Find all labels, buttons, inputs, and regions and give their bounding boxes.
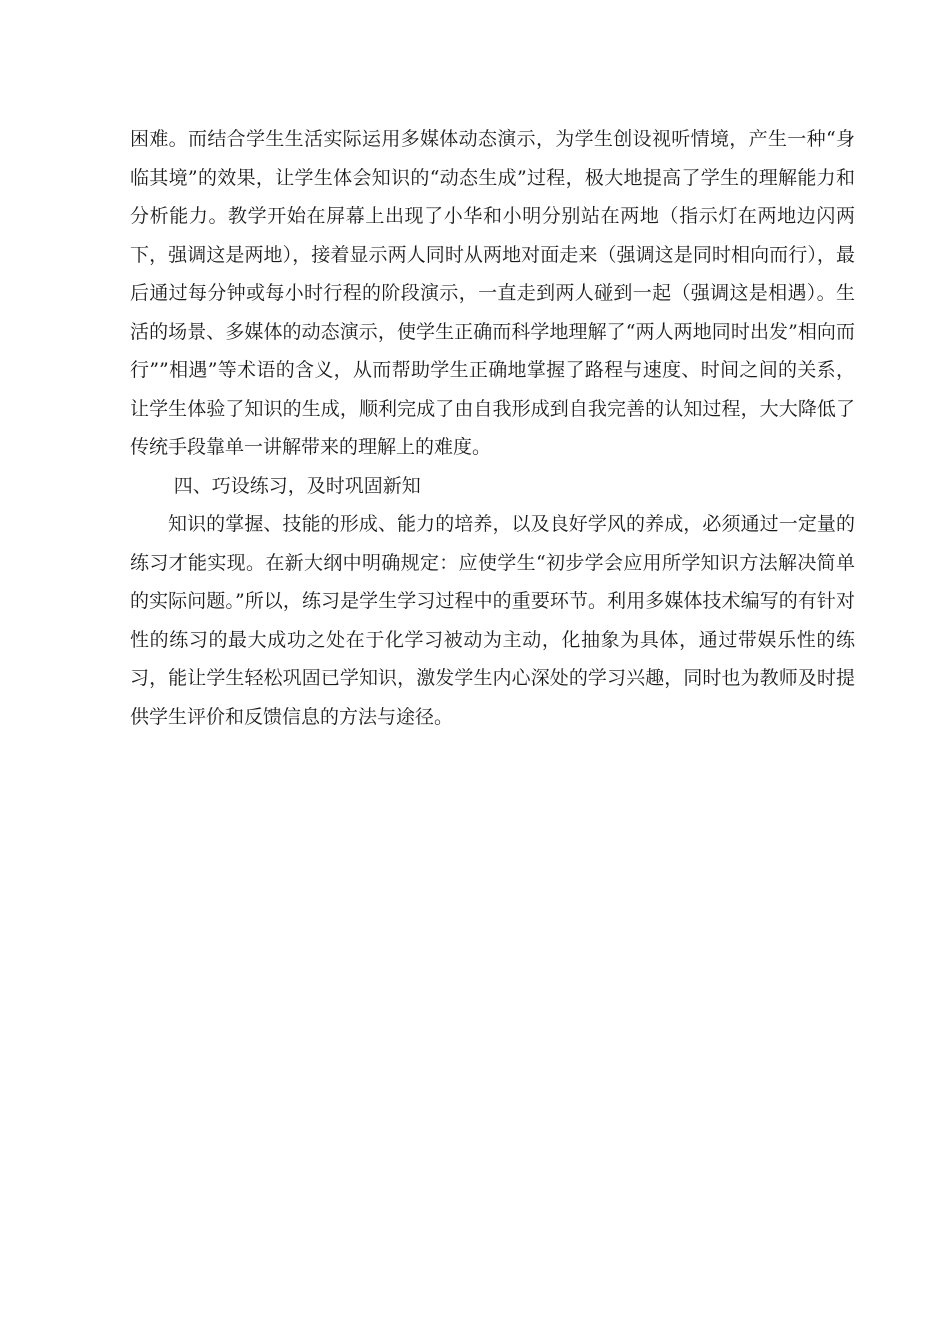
body-paragraph-1: 困难。而结合学生生活实际运用多媒体动态演示，为学生创设视听情境，产生一种“身临其境”的效果，让学生体会知识的“动态生成”过程，极大地提高了学生的理解能力和分析能力。教学开始在屏幕上出现了小华和小明分别站在两地（指示灯在两地边闪两下，强调这是两地），接着显示两人同时从两地对面走来（强调这是同时相向而行），最后通过每分钟或每小时行程的阶段演示，一直走到两人碰到一起（强调这是相遇）。生活的场景、多媒体的动态演示，使学生正确而科学地理解了“两人两地同时出发”相向而行””相遇”等术语的含义，从而帮助学生正确地掌握了路程与速度、时间之间的关系，让学生体验了知识的生成，顺利完成了由自我形成到自我完善的认知过程，大大降低了传统手段靠单一讲解带来的理解上的难度。 — [130, 128, 855, 458]
document-body — [130, 120, 855, 736]
body-paragraph-2: 知识的掌握、技能的形成、能力的培养，以及良好学风的养成，必须通过一定量的练习才能实现。在新大纲中明确规定：应使学生“初步学会应用所学知识方法解决简单的实际问题。”所以，练习是学生学习过程中的重要环节。利用多媒体技术编写的有针对性的练习的最大成功之处在于化学习被动为主动，化抽象为具体，通过带娱乐性的练习，能让学生轻松巩固已学知识，激发学生内心深处的学习兴趣，同时也为教师及时提供学生评价和反馈信息的方法与途径。 — [130, 513, 855, 728]
section-heading-4: 四、巧设练习，及时巩固新知 — [173, 474, 421, 497]
